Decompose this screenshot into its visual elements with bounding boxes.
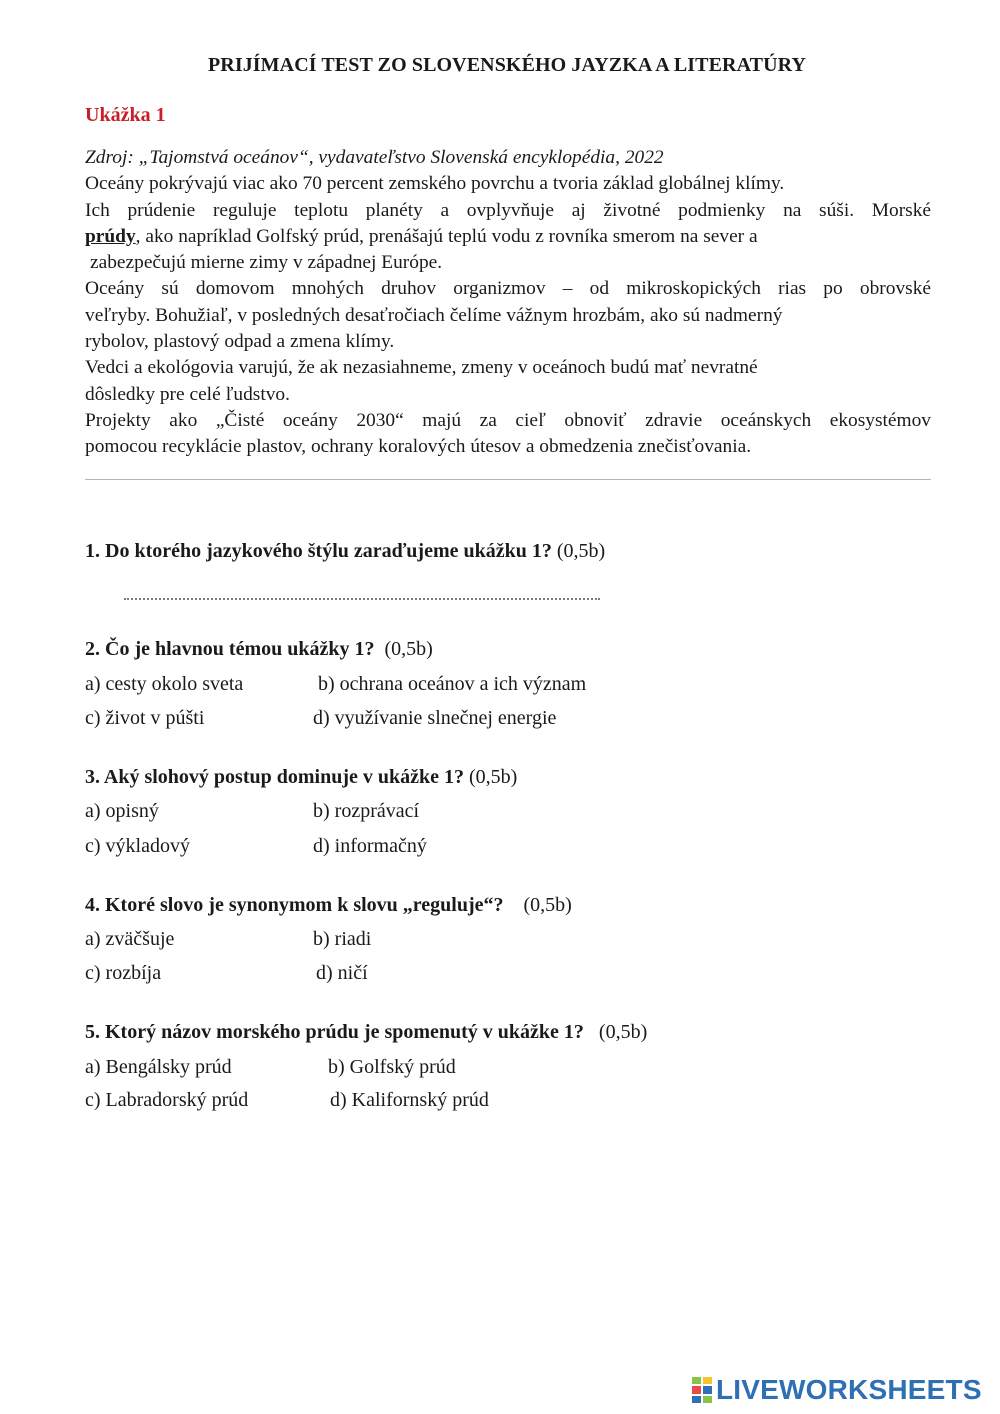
article-line: Ich prúdenie reguluje teplotu planéty a ovplyvňuje aj životné podmienky na súši. Morské [85, 199, 931, 221]
article-line: Vedci a ekológovia varujú, že ak nezasiahneme, zmeny v oceánoch budú mať nevratné [85, 357, 758, 379]
article-line-rest: , ako napríklad Golfský prúd, prenášajú teplú vodu z rovníka smerom na sever a [135, 225, 758, 247]
option-4c[interactable]: c) rozbíja [85, 962, 162, 984]
brand-name: LIVEWORKSHEETS [716, 1374, 982, 1405]
sample-heading: Ukážka 1 [85, 104, 166, 126]
option-5a[interactable]: a) Bengálsky prúd [85, 1056, 232, 1078]
option-5d[interactable]: d) Kalifornský prúd [330, 1089, 489, 1111]
question-5 [85, 1021, 647, 1044]
option-4a[interactable]: a) zväčšuje [85, 928, 175, 950]
article-line: Oceány sú domovom mnohých druhov organizmov – od mikroskopických rias po obrovské [85, 278, 931, 300]
question-points: (0,5b) [556, 540, 606, 562]
question-points: (0,5b) [523, 894, 572, 916]
article-line [85, 224, 935, 250]
article-line: dôsledky pre celé ľudstvo. [85, 383, 290, 405]
question-points: (0,5b) [598, 1021, 648, 1043]
liveworksheets-logo-icon [692, 1377, 712, 1403]
page-title: PRIJÍMACÍ TEST ZO SLOVENSKÉHO JAYZKA A LITERATÚRY [207, 54, 807, 76]
question-2 [85, 638, 433, 661]
option-3b[interactable]: b) rozprávací [313, 800, 420, 822]
question-text: 2. Čo je hlavnou témou ukážky 1? [85, 638, 375, 660]
underlined-word: prúdy [85, 225, 136, 247]
option-4d[interactable]: d) ničí [316, 962, 368, 984]
article-line: pomocou recyklácie plastov, ochrany koralových útesov a obmedzenia znečisťovania. [85, 436, 752, 458]
article-line: Oceány pokrývajú viac ako 70 percent zemského povrchu a tvoria základ globálnej klímy. [85, 173, 785, 195]
liveworksheets-brand[interactable] [692, 1374, 982, 1406]
option-3c[interactable]: c) výkladový [85, 835, 190, 857]
article-line: Projekty ako „Čisté oceány 2030“ majú za cieľ obnoviť zdravie oceánskych ekosystémov [85, 409, 931, 431]
option-2b[interactable]: b) ochrana oceánov a ich význam [318, 673, 587, 695]
article-line: veľryby. Bohužiaľ, v posledných desaťročiach čelíme vážnym hrozbám, ako sú nadmerný [85, 304, 783, 326]
question-text: 3. Aký slohový postup dominuje v ukážke 1? [85, 766, 464, 788]
option-2d[interactable]: d) využívanie slnečnej energie [313, 707, 557, 729]
question-points: (0,5b) [468, 766, 518, 788]
section-divider [85, 479, 931, 480]
question-text: 5. Ktorý názov morského prúdu je spomenutý v ukážke 1? [85, 1021, 584, 1043]
option-2a[interactable]: a) cesty okolo sveta [85, 673, 244, 695]
source-citation: Zdroj: „Tajomstvá oceánov“, vydavateľstvo Slovenská encyklopédia, 2022 [85, 147, 664, 168]
question-1 [85, 540, 605, 563]
option-5c[interactable]: c) Labradorský prúd [85, 1089, 249, 1111]
question-4 [85, 894, 572, 917]
option-3d[interactable]: d) informačný [313, 835, 427, 857]
option-3a[interactable]: a) opisný [85, 800, 159, 822]
option-2c[interactable]: c) život v púšti [85, 707, 205, 729]
article-text [85, 145, 935, 461]
option-5b[interactable]: b) Golfský prúd [328, 1056, 456, 1078]
question-points: (0,5b) [384, 638, 433, 660]
question-3 [85, 766, 517, 789]
question-text: 1. Do ktorého jazykového štýlu zaraďujeme ukážku 1? [85, 540, 552, 562]
answer-blank-1[interactable] [124, 592, 600, 600]
question-text: 4. Ktoré slovo je synonymom k slovu „reguluje“? [85, 894, 504, 916]
article-line: rybolov, plastový odpad a zmena klímy. [85, 331, 395, 353]
option-4b[interactable]: b) riadi [313, 928, 372, 950]
article-line: zabezpečujú mierne zimy v západnej Európe. [90, 252, 443, 274]
